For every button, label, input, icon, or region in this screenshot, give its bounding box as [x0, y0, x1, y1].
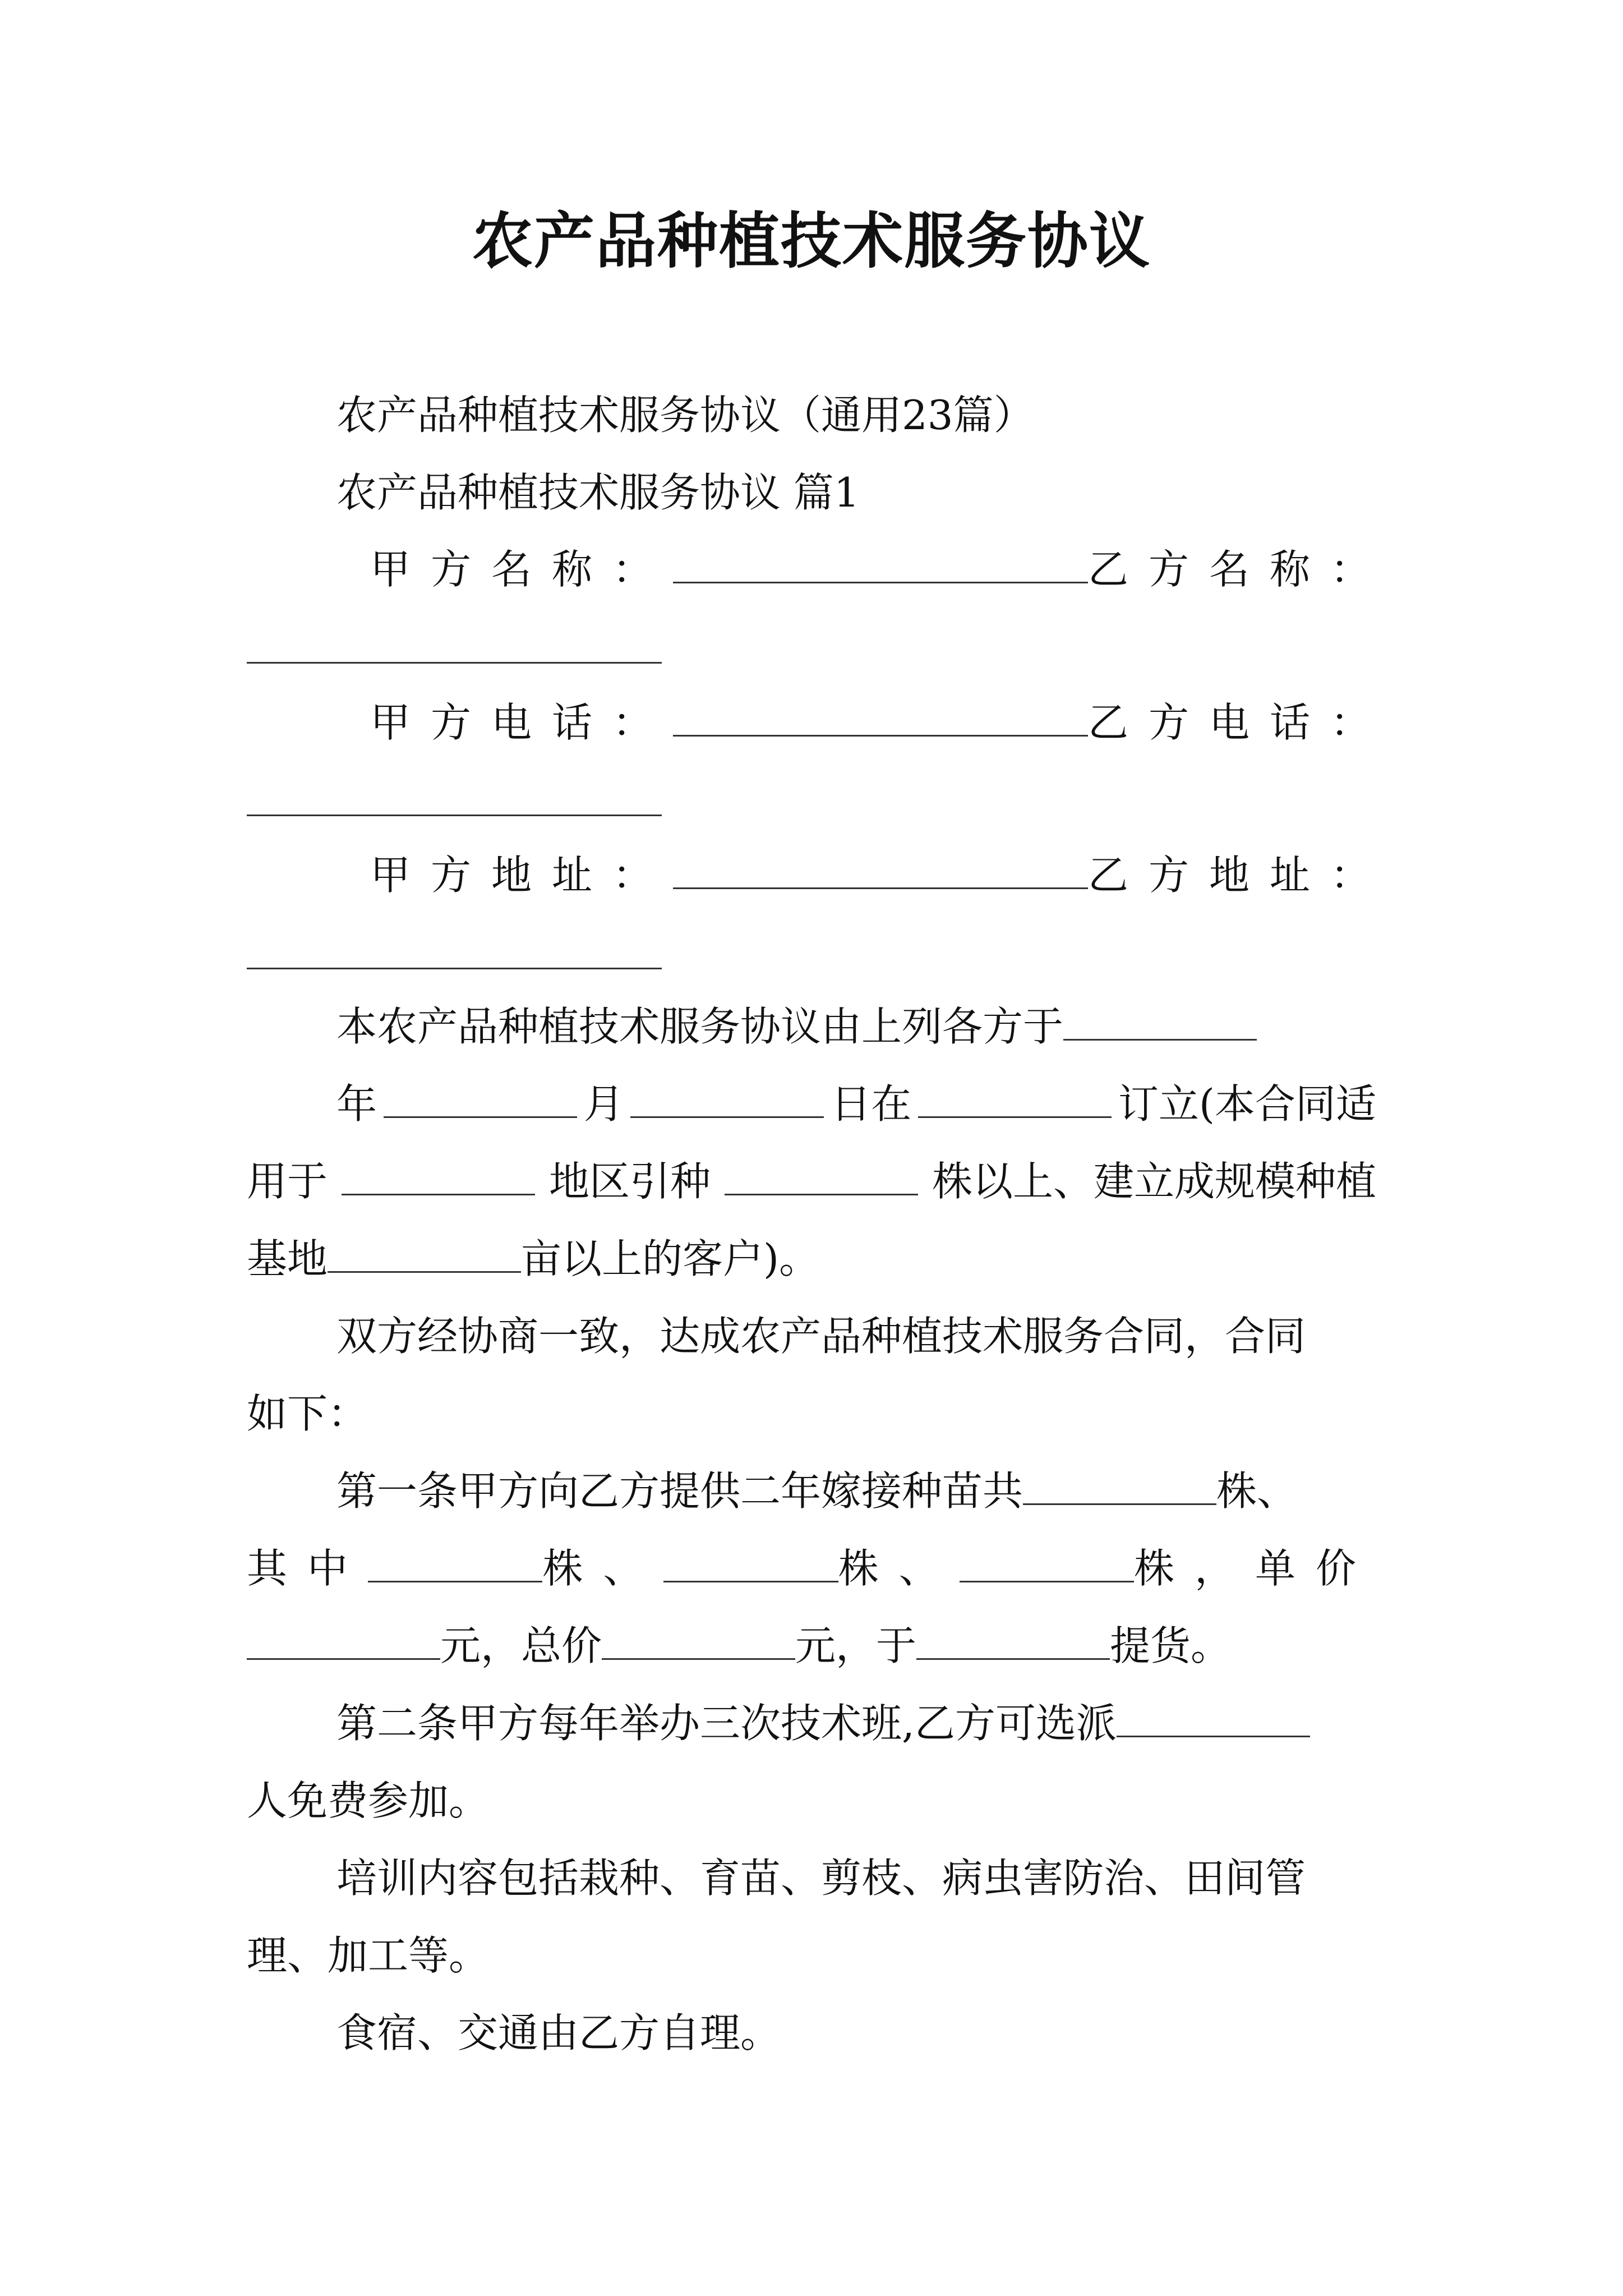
party-a-phone-blank[interactable] [673, 700, 1088, 737]
article-2-line-1 [336, 1684, 1376, 1763]
a1-zhu-a: 株、 [542, 1545, 664, 1592]
p1-mu-blank[interactable] [328, 1236, 521, 1273]
party-a-phone-label: 甲方电话： [370, 699, 674, 746]
p1-day-at: 日在 [831, 1080, 912, 1128]
party-b-address-label: 乙方地址： [1088, 852, 1391, 899]
a1-qizhong: 其中 [247, 1545, 368, 1592]
training-line-2: 理、加工等。 [247, 1932, 490, 1979]
a1-pickup: 提货。 [1110, 1622, 1232, 1669]
document-subtitle: 农产品种植技术服务协议（通用23篇） [336, 392, 1034, 439]
p1-plant-count-blank[interactable] [725, 1159, 918, 1195]
page-title: 农产品种植技术服务协议 [472, 206, 1151, 277]
a1-pickup-date-blank[interactable] [916, 1623, 1110, 1660]
paragraph-2-line-1: 双方经协商一致，达成农产品种植技术服务合同，合同 [336, 1313, 1306, 1360]
p1-year-blank[interactable] [384, 1082, 577, 1118]
article-1-line-2 [247, 1529, 1376, 1608]
a1-unit-price: 单价 [1255, 1545, 1377, 1592]
p1-year: 年 [336, 1080, 377, 1128]
a1-blank-b[interactable] [663, 1546, 838, 1582]
p1-month: 月 [583, 1080, 624, 1128]
p1-plants: 株以上、建立成规模种植 [932, 1158, 1376, 1205]
field-row-address [370, 836, 1391, 914]
a1-yuan1: 元，总价 [440, 1622, 602, 1669]
party-b-name-blank[interactable] [247, 662, 662, 664]
party-a-name-blank[interactable] [673, 547, 1088, 583]
paragraph-1-line-1 [336, 987, 1376, 1066]
field-row-name [370, 530, 1391, 609]
paragraph-2-line-2: 如下： [247, 1390, 368, 1437]
p1-month-blank[interactable] [630, 1082, 824, 1118]
article-1-line-3 [247, 1607, 1376, 1685]
field-row-phone [370, 683, 1391, 762]
party-b-name-label: 乙方名称： [1088, 546, 1391, 593]
paragraph-1-line-2 [336, 1065, 1376, 1143]
a1-blank-a[interactable] [368, 1546, 542, 1582]
section-heading: 农产品种植技术服务协议 篇1 [336, 469, 860, 516]
a1-zhu: 株、 [1216, 1467, 1298, 1515]
party-a-address-blank[interactable] [673, 853, 1088, 889]
a2-text: 第二条甲方每年举办三次技术班,乙方可选派 [336, 1700, 1117, 1747]
p1-area: 地区引种 [548, 1158, 711, 1205]
p1-text: 本农产品种植技术服务协议由上列各方于 [336, 1003, 1064, 1050]
article-1-line-1 [336, 1452, 1376, 1530]
party-b-address-blank[interactable] [247, 968, 662, 969]
p1-mu: 亩以上的客户)。 [521, 1235, 820, 1282]
p1-sign: 订立(本合同适 [1118, 1080, 1376, 1128]
party-b-phone-blank[interactable] [247, 815, 662, 816]
a1-total-price-blank[interactable] [602, 1623, 795, 1660]
p1-apply: 用于 [247, 1158, 328, 1205]
a1-zhu-b: 株、 [838, 1545, 960, 1592]
party-b-phone-label: 乙方电话： [1088, 699, 1391, 746]
party-a-name-label: 甲方名称： [370, 546, 674, 593]
p1-date-blank[interactable] [1063, 1004, 1257, 1041]
party-a-address-label: 甲方地址： [370, 852, 674, 899]
training-line-1: 培训内容包括栽种、育苗、剪枝、病虫害防治、田间管 [336, 1855, 1306, 1902]
a1-yuan2: 元，于 [795, 1622, 917, 1669]
p1-base: 基地 [247, 1235, 328, 1282]
paragraph-1-line-4 [247, 1220, 1376, 1298]
p1-place-blank[interactable] [918, 1082, 1112, 1118]
p1-region-blank[interactable] [342, 1159, 535, 1195]
a1-text: 第一条甲方向乙方提供二年嫁接种苗共 [336, 1467, 1023, 1515]
a1-total-blank[interactable] [1023, 1469, 1216, 1505]
a1-zhu-c: 株， [1133, 1545, 1255, 1592]
lodging-line: 食宿、交通由乙方自理。 [336, 2009, 781, 2056]
paragraph-1-line-3 [247, 1142, 1376, 1221]
a2-people-blank[interactable] [1117, 1701, 1310, 1737]
article-2-line-2: 人免费参加。 [247, 1777, 490, 1824]
a1-unit-price-blank[interactable] [247, 1623, 440, 1660]
a1-blank-c[interactable] [960, 1546, 1134, 1582]
